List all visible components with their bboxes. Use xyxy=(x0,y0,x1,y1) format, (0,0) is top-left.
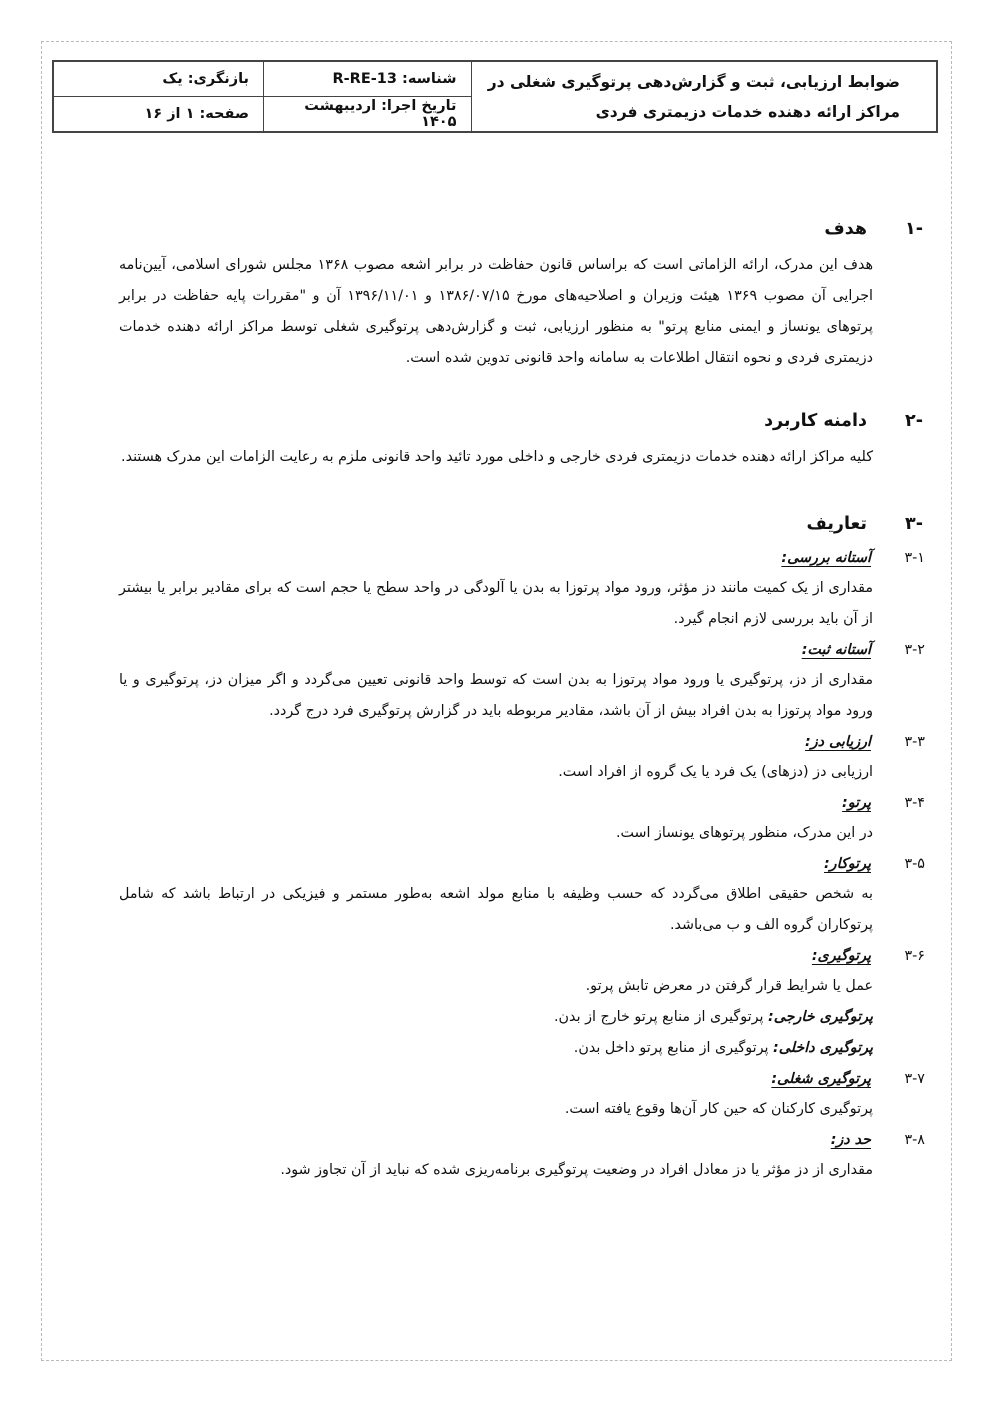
sub-definition-text: پرتوگیری از منابع پرتو خارج از بدن. xyxy=(554,1009,769,1025)
section-title: تعاریف xyxy=(806,513,867,534)
section-heading xyxy=(119,212,923,246)
definition-number: ۳-۷ xyxy=(904,1070,925,1087)
definition-item xyxy=(119,727,925,788)
definition-text: مقداری از دز، پرتوگیری یا ورود مواد پرتوزا به بدن است که توسط واحد قانونی تعیین می‌گردد و اگر میزان دز، پرتوگیری و یا ورود مواد پرتوزا به بدن افراد بیش از آن باشد، مقادیر مربوطه باید در گزارش پرتوگیری فرد درج گردد. xyxy=(119,672,873,719)
definition-text: عمل یا شرایط قرار گرفتن در معرض تابش پرتو. xyxy=(585,978,873,994)
definition-text: به شخص حقیقی اطلاق می‌گردد که حسب وظیفه با منابع مولد اشعه به‌طور مستمر و فیزیکی در ارتباط باشد که شامل پرتوکاران گروه الف و ب می‌باشد. xyxy=(119,886,873,933)
sub-definition xyxy=(119,1033,873,1064)
definition-text: مقداری از دز مؤثر یا دز معادل افراد در وضعیت پرتوگیری برنامه‌ریزی شده که نباید از آن تجاوز شود. xyxy=(280,1162,873,1178)
sub-definition-text: پرتوگیری از منابع پرتو داخل بدن. xyxy=(573,1040,774,1056)
section-paragraph: کلیه مراکز ارائه دهنده خدمات دزیمتری فردی خارجی و داخلی مورد تائید واحد قانونی ملزم به رعایت الزامات این مدرک هستند. xyxy=(121,449,873,465)
section-title: دامنه کاربرد xyxy=(764,410,867,431)
definition-item xyxy=(119,849,925,941)
definition-item xyxy=(119,543,925,635)
definition-term: آستانه بررسی: xyxy=(781,549,871,566)
section-objective xyxy=(119,212,923,374)
section-heading xyxy=(119,404,923,438)
section-title: هدف xyxy=(824,218,867,239)
definition-item xyxy=(119,788,925,849)
definition-item xyxy=(119,941,925,1064)
page-number: صفحه: ۱ از ۱۶ xyxy=(53,97,263,133)
document-title: ضوابط ارزیابی، ثبت و گزارش‌دهی پرتوگیری شغلی در مراکز ارائه دهنده خدمات دزیمتری فردی xyxy=(471,61,937,132)
definition-item xyxy=(119,635,925,727)
definition-number: ۳-۴ xyxy=(904,794,925,811)
section-definitions xyxy=(119,507,925,1186)
document-header-table xyxy=(52,60,938,133)
section-number: -۱ xyxy=(905,218,923,239)
definition-term: پرتوکار: xyxy=(823,855,871,872)
definition-item xyxy=(119,1064,925,1125)
definition-term: آستانه ثبت: xyxy=(801,641,871,658)
section-paragraph: هدف این مدرک، ارائه الزاماتی است که براساس قانون حفاظت در برابر اشعه مصوب ۱۳۶۸ مجلس شورای اسلامی، آیین‌نامه اجرایی آن مصوب ۱۳۶۹ هیئت وزیران و اصلاحیه‌های مورخ ۱۳۸۶/۰۷/۱۵ و ۱۳۹۶/۱۱/۰۱ آن و "مقررات پایه حفاظت در برابر پرتوهای یونساز و ایمنی منابع پرتو" به منظور ارزیابی، ثبت و گزارش‌دهی پرتوگیری شغلی توسط مراکز ارائه دهنده خدمات دزیمتری فردی و نحوه انتقال اطلاعات به سامانه واحد قانونی تدوین شده است. xyxy=(119,257,874,366)
definition-text: در این مدرک، منظور پرتوهای یونساز است. xyxy=(615,825,873,841)
definition-term: پرتو: xyxy=(842,794,871,811)
definition-term: پرتوگیری شغلی: xyxy=(771,1070,871,1087)
effective-date: تاریخ اجرا: اردیبهشت ۱۴۰۵ xyxy=(263,97,471,133)
definition-number: ۳-۳ xyxy=(904,733,925,750)
definition-item xyxy=(119,1125,925,1186)
section-number: -۲ xyxy=(905,410,923,431)
definition-text: مقداری از یک کمیت مانند دز مؤثر، ورود مواد پرتوزا به بدن یا آلودگی در واحد سطح یا حجم است که برای مقادیر برابر یا بیشتر از آن باید بررسی لازم انجام گیرد. xyxy=(119,580,873,627)
document-code-value: R-RE-13 xyxy=(332,71,397,87)
definition-number: ۳-۸ xyxy=(904,1131,925,1148)
section-heading xyxy=(119,507,923,541)
document-code xyxy=(263,61,471,97)
section-scope xyxy=(119,404,923,473)
sub-definition xyxy=(119,1002,873,1033)
sub-definition-term: پرتوگیری خارجی: xyxy=(768,1009,873,1025)
definition-number: ۳-۲ xyxy=(904,641,925,658)
section-number: -۳ xyxy=(905,513,923,534)
definition-term: پرتوگیری: xyxy=(811,947,871,964)
document-code-label: شناسه: xyxy=(402,71,457,87)
definition-term: حد دز: xyxy=(830,1131,871,1148)
definition-text: ارزیابی دز (دزهای) یک فرد یا یک گروه از افراد است. xyxy=(558,764,873,780)
definition-number: ۳-۵ xyxy=(904,855,925,872)
definition-number: ۳-۱ xyxy=(904,549,925,566)
definition-text: پرتوگیری کارکنان که حین کار آن‌ها وقوع یافته است. xyxy=(564,1101,873,1117)
definition-number: ۳-۶ xyxy=(904,947,925,964)
revision-label: بازنگری: یک xyxy=(53,61,263,97)
definition-term: ارزیابی دز: xyxy=(805,733,871,750)
document-body xyxy=(119,212,925,1186)
sub-definition-term: پرتوگیری داخلی: xyxy=(773,1040,873,1056)
